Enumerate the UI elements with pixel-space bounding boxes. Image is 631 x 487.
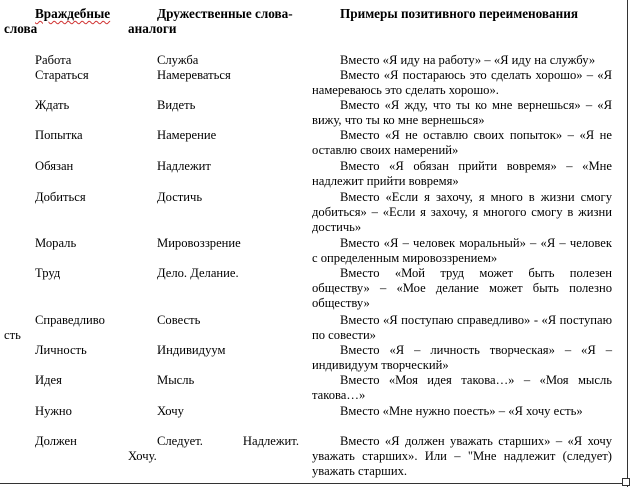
- cell-hostile: Обязан: [35, 159, 74, 173]
- cell-example: Вместо «Мой труд может быть полезен обществу» – «Мое делание может быть полезно обществу»: [312, 266, 612, 310]
- cell-example: Вместо «Я поступаю справедливо» - «Я поступаю по совести»: [312, 313, 612, 342]
- cell-example: Вместо «Я постараюсь это сделать хорошо» – «Я намереваюсь это сделать хорошо».: [312, 68, 612, 97]
- header-friendly-words: [157, 6, 293, 21]
- cell-hostile: Труд: [35, 266, 61, 280]
- cell-friendly-line2: Хочу.: [128, 449, 157, 463]
- cell-hostile-wrap: [4, 328, 21, 343]
- header-friendly-words-line2: аналоги: [128, 21, 177, 36]
- cell-hostile: Попытка: [35, 128, 83, 142]
- cell-friendly-line1: Следует. Надлежит.: [157, 434, 299, 448]
- cell-friendly: Хочу: [157, 404, 184, 418]
- cell-friendly: Индивидуум: [157, 343, 226, 357]
- cell-hostile-line2: сть: [4, 328, 21, 342]
- cell-hostile: Мораль: [35, 236, 77, 250]
- cell-hostile: Идея: [35, 373, 62, 387]
- cell-example: Вместо «Я – личность творческая» – «Я – индивидуум творческий»: [312, 343, 612, 372]
- cell-hostile-line1: Справедливо: [35, 313, 105, 327]
- cell-example: Вместо «Я не оставлю своих попыток» – «Я не оставлю своих намерений»: [312, 128, 612, 157]
- cell-friendly: [157, 434, 299, 449]
- header-hostile-words: [35, 6, 110, 21]
- header-examples: Примеры позитивного переименования: [340, 6, 578, 21]
- header-friendly-words-line1: Дружественные слова-: [157, 6, 293, 21]
- cell-hostile: Работа: [35, 53, 72, 67]
- cell-friendly: Служба: [157, 53, 199, 67]
- cell-example: Вместо «Я обязан прийти вовремя» – «Мне надлежит прийти вовремя»: [312, 159, 612, 188]
- cell-friendly: Видеть: [157, 98, 196, 112]
- cell-hostile: Нужно: [35, 404, 72, 418]
- table-border-right: [627, 0, 628, 487]
- header-hostile-words-line1: Враждебные: [35, 6, 111, 21]
- cell-friendly-wrap: [128, 449, 157, 464]
- header-hostile-words-line2: слова: [4, 21, 38, 36]
- cell-hostile: Ждать: [35, 98, 70, 112]
- cell-hostile: [35, 313, 105, 328]
- cell-example: Вместо «Моя идея такова…» – «Моя мысль такова…»: [312, 373, 612, 402]
- cell-hostile: Личность: [35, 343, 87, 357]
- cell-example: Вместо «Если я захочу, я много в жизни смогу добиться» – «Если я захочу, я многого смогу в жизни достичь»: [312, 190, 612, 234]
- cell-friendly: Достичь: [157, 190, 203, 204]
- cell-example: Вместо «Я иду на работу» – «Я иду на службу»: [340, 53, 596, 67]
- cell-friendly: Мысль: [157, 373, 195, 387]
- cell-friendly: Намерение: [157, 128, 217, 142]
- cell-hostile: Стараться: [35, 68, 89, 82]
- cell-example: Вместо «Я должен уважать старших» – «Я хочу уважать старших». Или – "Мне надлежит (следует) уважать старших.: [312, 434, 612, 478]
- cell-friendly: Мировоззрение: [157, 236, 241, 250]
- table-border-bottom: [0, 483, 628, 484]
- cell-example: Вместо «Я – человек моральный» – «Я – человек с определенным мировоззрением»: [312, 236, 612, 265]
- header-hostile-words-wrap: [4, 21, 37, 36]
- cell-example: Вместо «Я жду, что ты ко мне вернешься» – «Я вижу, что ты ко мне вернешься»: [312, 98, 612, 127]
- cell-friendly: Надлежит: [157, 159, 211, 173]
- cell-friendly: Совесть: [157, 313, 201, 327]
- header-friendly-words-wrap: [128, 21, 176, 36]
- cell-hostile: Должен: [35, 434, 77, 448]
- cell-friendly: Дело. Делание.: [157, 266, 239, 280]
- cell-friendly: Намереваться: [157, 68, 231, 82]
- resize-handle[interactable]: [622, 478, 630, 486]
- cell-hostile: Добиться: [35, 190, 86, 204]
- cell-example: Вместо «Мне нужно поесть» – «Я хочу есть»: [340, 404, 583, 418]
